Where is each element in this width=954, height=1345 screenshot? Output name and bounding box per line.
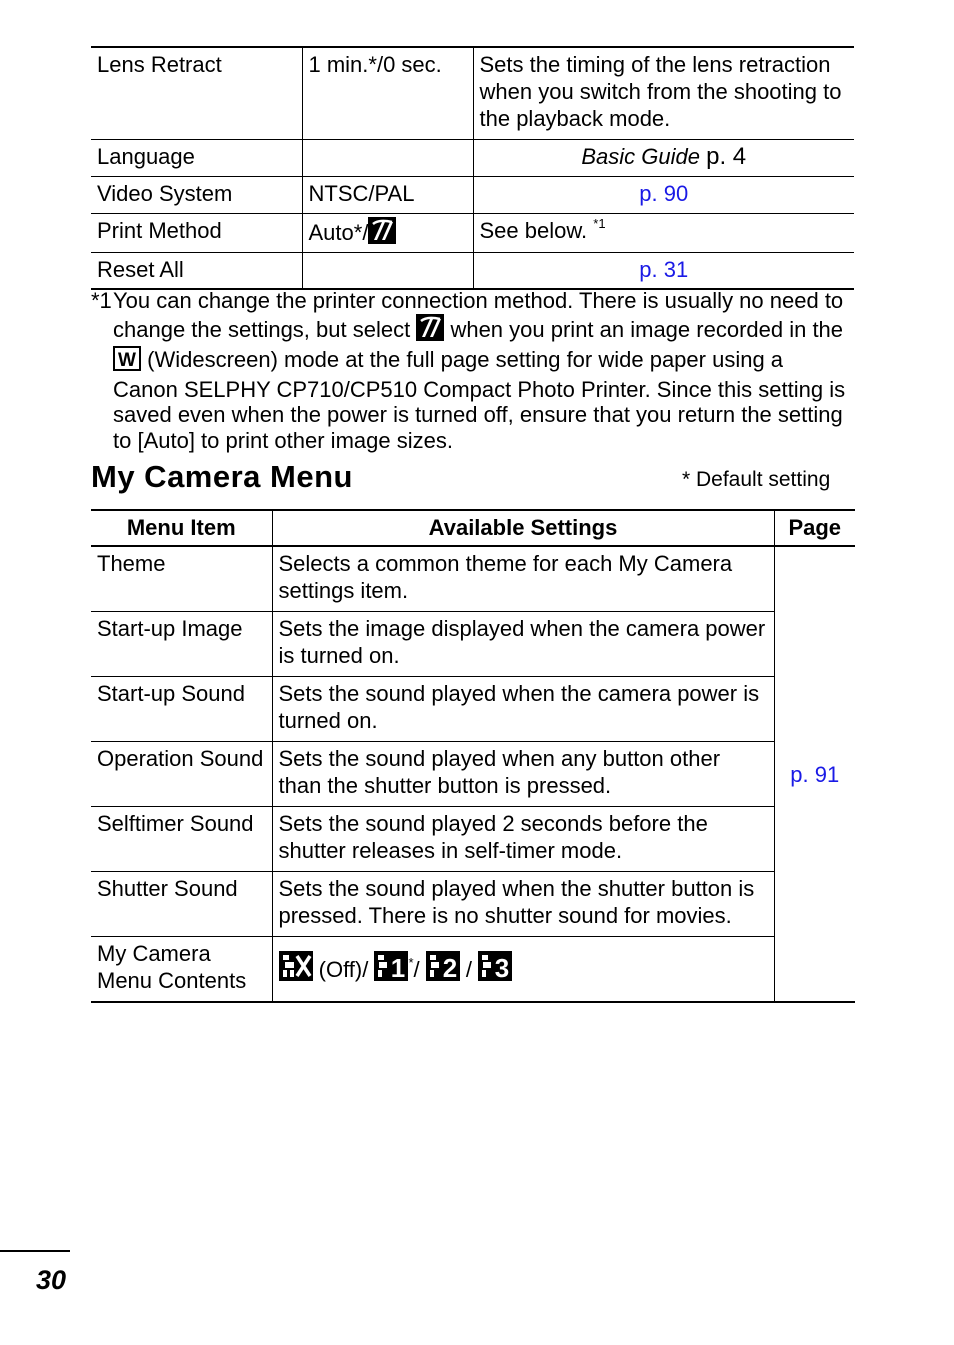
widescreen-icon [113,346,141,377]
table-row [91,47,854,139]
page-link[interactable]: p. 90 [639,180,689,206]
setting-value: 1 min.*/0 sec. [302,47,473,139]
setting-value [302,139,473,176]
menu-item-label: Start-up Sound [91,677,272,742]
my-camera-off-icon [279,951,313,987]
table-row [91,937,855,1003]
table-row [91,612,855,677]
page-reference [774,546,855,1002]
page-reference [473,139,854,176]
menu-item-label: Operation Sound [91,742,272,807]
table-row [91,546,855,612]
default-setting-note: * Default setting [682,468,831,491]
setting-description: Sets the image displayed when the camera power is turned on. [272,612,774,677]
table-row [91,176,854,213]
my-camera-theme1-icon [374,951,408,987]
page-reference [473,252,854,289]
page-reference [473,176,854,213]
column-header-page: Page [774,510,855,546]
setting-description: Selects a common theme for each My Camera settings item. [272,546,774,612]
page-number-rule [0,1250,70,1252]
separator: / [413,957,420,982]
menu-item-label: Shutter Sound [91,872,272,937]
menu-item-label: My Camera Menu Contents [91,937,272,1003]
setting-description [473,213,854,252]
table-row [91,677,855,742]
table-row [91,139,854,176]
svg-text:1: 1 [391,953,406,981]
setting-description: Sets the sound played when the shutter button is pressed. There is no shutter sound for movies. [272,872,774,937]
column-header-available-settings: Available Settings [272,510,774,546]
guide-page: p. 4 [706,142,747,170]
footnote-text: You can change the printer connection method. There is usually no need to change the settings, but select when you print an image recorded in the W (Widescreen) mode at the full page setting for wide paper using a Canon SELPHY CP710/CP510 Compact Photo Printer. Since this setting is saved even when the power is turned off, ensure that you return the setting to [Auto] to print other image sizes. [113,288,846,453]
setting-description: Sets the sound played when any button other than the shutter button is pressed. [272,742,774,807]
svg-text:W: W [118,350,136,371]
my-camera-theme3-icon [478,951,512,987]
description-text: See below. [479,217,588,243]
setting-prefix: Auto*/ [308,219,369,245]
menu-item-label: Reset All [97,256,184,282]
default-marker: * [408,955,414,970]
setting-value [302,213,473,252]
print-method-icon [368,217,396,250]
page-link[interactable]: p. 91 [790,761,840,787]
setting-options [272,937,774,1003]
page-link[interactable]: p. 31 [639,256,689,282]
settings-table [91,46,854,290]
table-row [91,213,854,252]
section-title: My Camera Menu [91,459,353,494]
footnote-ref: *1 [593,215,606,231]
column-header-menu-item: Menu Item [91,510,272,546]
separator: / [465,957,473,982]
guide-name: Basic Guide [581,143,700,169]
table-header-row [91,510,855,546]
my-camera-theme2-icon [426,951,460,987]
svg-text:3: 3 [494,953,510,981]
setting-description: Sets the timing of the lens retraction when you switch from the shooting to the playback mode. [473,47,854,139]
table-row [91,742,855,807]
table-row [91,807,855,872]
svg-text:2: 2 [442,953,458,981]
off-label: (Off)/ [318,957,369,982]
page-number: 30 [36,1265,67,1295]
footnote-mark: *1 [91,288,112,313]
print-method-icon [416,314,444,347]
setting-value [302,252,473,289]
table-row [91,252,854,289]
setting-description: Sets the sound played 2 seconds before the shutter releases in self-timer mode. [272,807,774,872]
footnote [91,288,851,453]
menu-item-label: Print Method [97,217,222,243]
menu-item-label: Video System [97,180,233,206]
menu-item-label: Lens Retract [97,52,222,77]
menu-item-label: Language [97,143,195,169]
menu-item-label: Start-up Image [91,612,272,677]
setting-value: NTSC/PAL [302,176,473,213]
table-row [91,872,855,937]
menu-item-label: Theme [91,546,272,612]
menu-item-label: Selftimer Sound [91,807,272,872]
setting-description: Sets the sound played when the camera power is turned on. [272,677,774,742]
my-camera-table [91,509,855,1003]
